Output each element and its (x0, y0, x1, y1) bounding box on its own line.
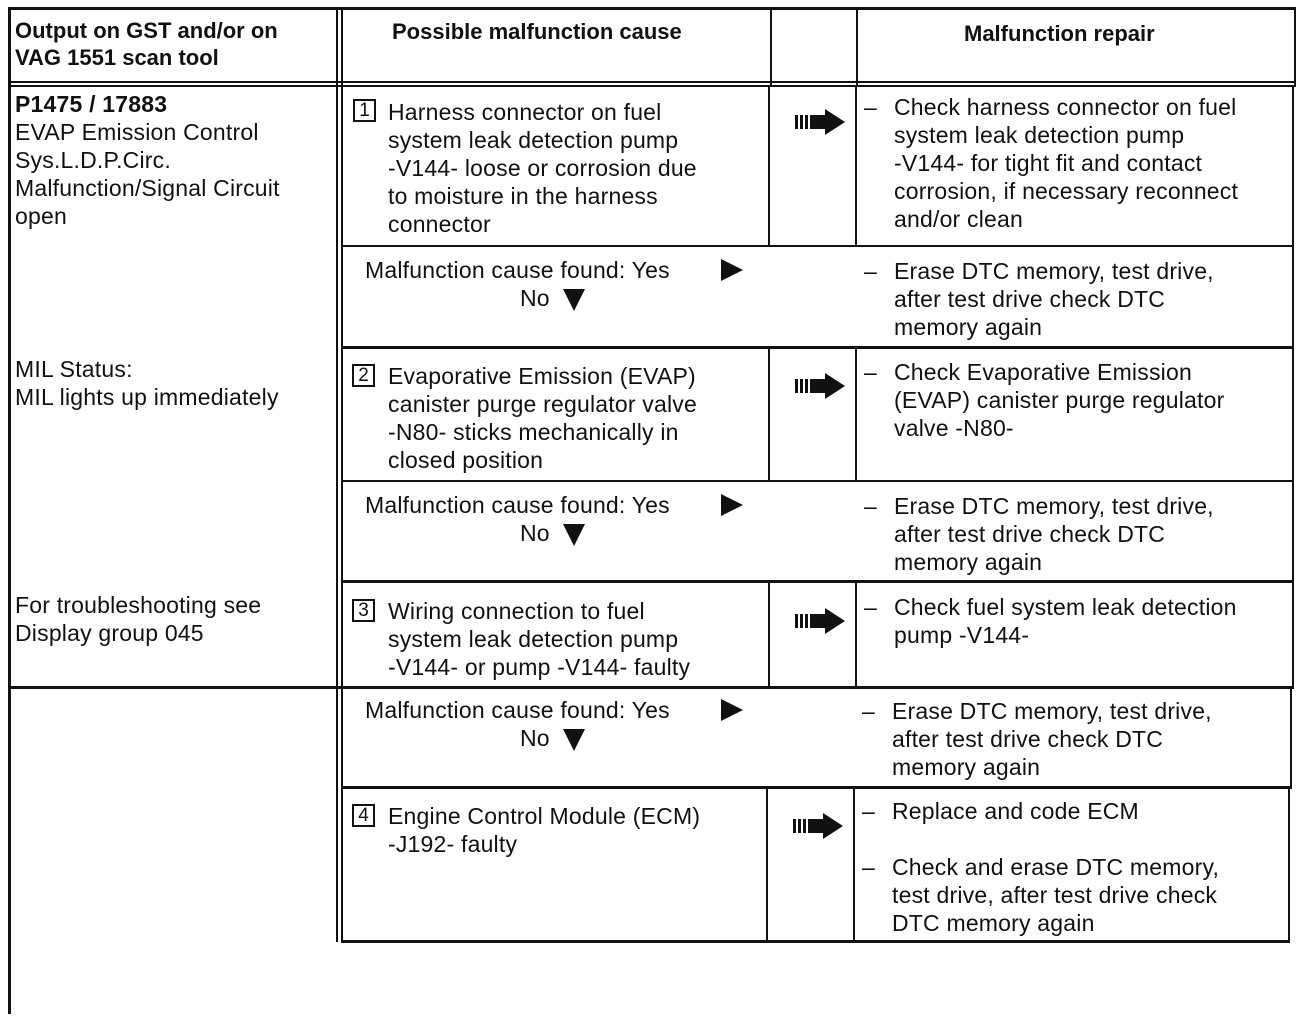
repair-line: Erase DTC memory, test drive, (892, 698, 1212, 724)
fault-description-line: open (15, 203, 67, 229)
repair-line: DTC memory again (892, 910, 1095, 936)
cause-line: system leak detection pump (388, 626, 679, 652)
bullet-dash: – (862, 798, 875, 824)
repair-line: Check fuel system leak detection (894, 594, 1237, 620)
cause-line: -J192- faulty (388, 831, 518, 857)
header-divider (8, 81, 1296, 83)
triangle-down-icon (563, 729, 585, 751)
row-line (341, 940, 1290, 943)
cause-line: canister purge regulator valve (388, 391, 697, 417)
step-number: 4 (352, 804, 375, 827)
repair-line: memory again (894, 549, 1043, 575)
row-line (855, 582, 857, 688)
table-border-right (1294, 7, 1296, 87)
repair-line: pump -V144- (894, 622, 1030, 648)
step-number: 3 (352, 599, 375, 622)
mil-status-label: MIL Status: (15, 356, 133, 382)
table-border-left (8, 7, 11, 1014)
cause-line: Evaporative Emission (EVAP) (388, 363, 696, 389)
bullet-dash: – (864, 94, 877, 120)
cause-text (388, 597, 766, 681)
bullet-dash: – (862, 854, 875, 880)
row-line (768, 87, 770, 247)
triangle-down-icon (563, 289, 585, 311)
triangle-right-icon (721, 259, 743, 281)
header-cause-col: Possible malfunction cause (392, 19, 682, 44)
repair-line: and/or clean (894, 206, 1023, 232)
found-no-label: No (520, 725, 550, 751)
row-line (8, 686, 1294, 689)
cause-text (388, 802, 764, 858)
bullet-dash: – (862, 698, 875, 724)
repair-line: after test drive check DTC (892, 726, 1164, 752)
fault-code: P1475 / 17883 (15, 91, 168, 117)
right-arrow-icon (793, 813, 843, 839)
row-line (341, 580, 1294, 583)
bullet-dash: – (864, 493, 877, 519)
cause-line: closed position (388, 447, 544, 473)
right-arrow-icon (795, 373, 845, 399)
row-line (766, 788, 768, 942)
table-border-top (8, 7, 1296, 10)
repair-line: test drive, after test drive check (892, 882, 1218, 908)
header-output-line: Output on GST and/or on (15, 18, 278, 43)
repair-line: valve -N80- (894, 415, 1014, 441)
repair-line: Replace and code ECM (892, 798, 1139, 824)
cause-line: -V144- loose or corrosion due (388, 155, 697, 181)
header-divider-2 (8, 85, 1296, 87)
right-arrow-icon (795, 608, 845, 634)
row-line (768, 347, 770, 481)
cause-text (388, 98, 766, 238)
troubleshoot-note (15, 591, 335, 647)
row-line (341, 346, 1294, 349)
triangle-right-icon (721, 494, 743, 516)
repair-line: corrosion, if necessary reconnect (894, 178, 1239, 204)
row-line (853, 788, 855, 942)
bullet-dash: – (864, 594, 877, 620)
triangle-down-icon (563, 524, 585, 546)
header-output-line: VAG 1551 scan tool (15, 45, 219, 70)
row-line (855, 87, 857, 247)
bullet-dash: – (864, 359, 877, 385)
repair-line: system leak detection pump (894, 122, 1185, 148)
cause-line: -N80- sticks mechanically in (388, 419, 679, 445)
cause-line: -V144- or pump -V144- faulty (388, 654, 691, 680)
row-line (768, 582, 770, 688)
repair-line: Check and erase DTC memory, (892, 854, 1220, 880)
repair-line: after test drive check DTC (894, 286, 1166, 312)
triangle-right-icon (721, 699, 743, 721)
repair-line: -V144- for tight fit and contact (894, 150, 1203, 176)
bullet-dash: – (864, 258, 877, 284)
header-col2-divider (770, 7, 772, 87)
cause-line: system leak detection pump (388, 127, 679, 153)
col1-divider-2 (341, 7, 343, 942)
cause-line: connector (388, 211, 491, 237)
step-number: 2 (352, 364, 375, 387)
fault-description-line: EVAP Emission Control (15, 119, 259, 145)
cause-line: Engine Control Module (ECM) (388, 803, 701, 829)
repair-line: Erase DTC memory, test drive, (894, 258, 1214, 284)
found-yes-label: Malfunction cause found: Yes (365, 257, 670, 283)
found-yes-label: Malfunction cause found: Yes (365, 492, 670, 518)
cause-text (388, 362, 766, 474)
cause-line: Harness connector on fuel (388, 99, 662, 125)
row-line (341, 480, 1294, 482)
found-no-label: No (520, 520, 550, 546)
repair-line: (EVAP) canister purge regulator (894, 387, 1225, 413)
cause-line: Wiring connection to fuel (388, 598, 645, 624)
found-no-label: No (520, 285, 550, 311)
header-col3-divider (856, 7, 858, 87)
repair-line: memory again (892, 754, 1041, 780)
fault-description-line: Malfunction/Signal Circuit (15, 175, 280, 201)
fault-description-line: Sys.L.D.P.Circ. (15, 147, 171, 173)
header-output-col (15, 17, 335, 71)
repair-line: Check Evaporative Emission (894, 359, 1192, 385)
row-line (341, 786, 1292, 789)
row-line (341, 245, 1294, 247)
col1-divider (336, 7, 338, 942)
repair-line: memory again (894, 314, 1043, 340)
repair-line: Erase DTC memory, test drive, (894, 493, 1214, 519)
repair-line: after test drive check DTC (894, 521, 1166, 547)
mil-status (15, 355, 335, 411)
row-line (855, 347, 857, 481)
step-number: 1 (353, 99, 376, 122)
found-yes-label: Malfunction cause found: Yes (365, 697, 670, 723)
right-arrow-icon (795, 109, 845, 135)
cause-line: to moisture in the harness (388, 183, 658, 209)
output-block (15, 90, 335, 230)
troubleshoot-line: Display group 045 (15, 620, 204, 646)
header-repair-col: Malfunction repair (964, 21, 1155, 46)
troubleshoot-line: For troubleshooting see (15, 592, 262, 618)
mil-status-value: MIL lights up immediately (15, 384, 279, 410)
repair-line: Check harness connector on fuel (894, 94, 1237, 120)
